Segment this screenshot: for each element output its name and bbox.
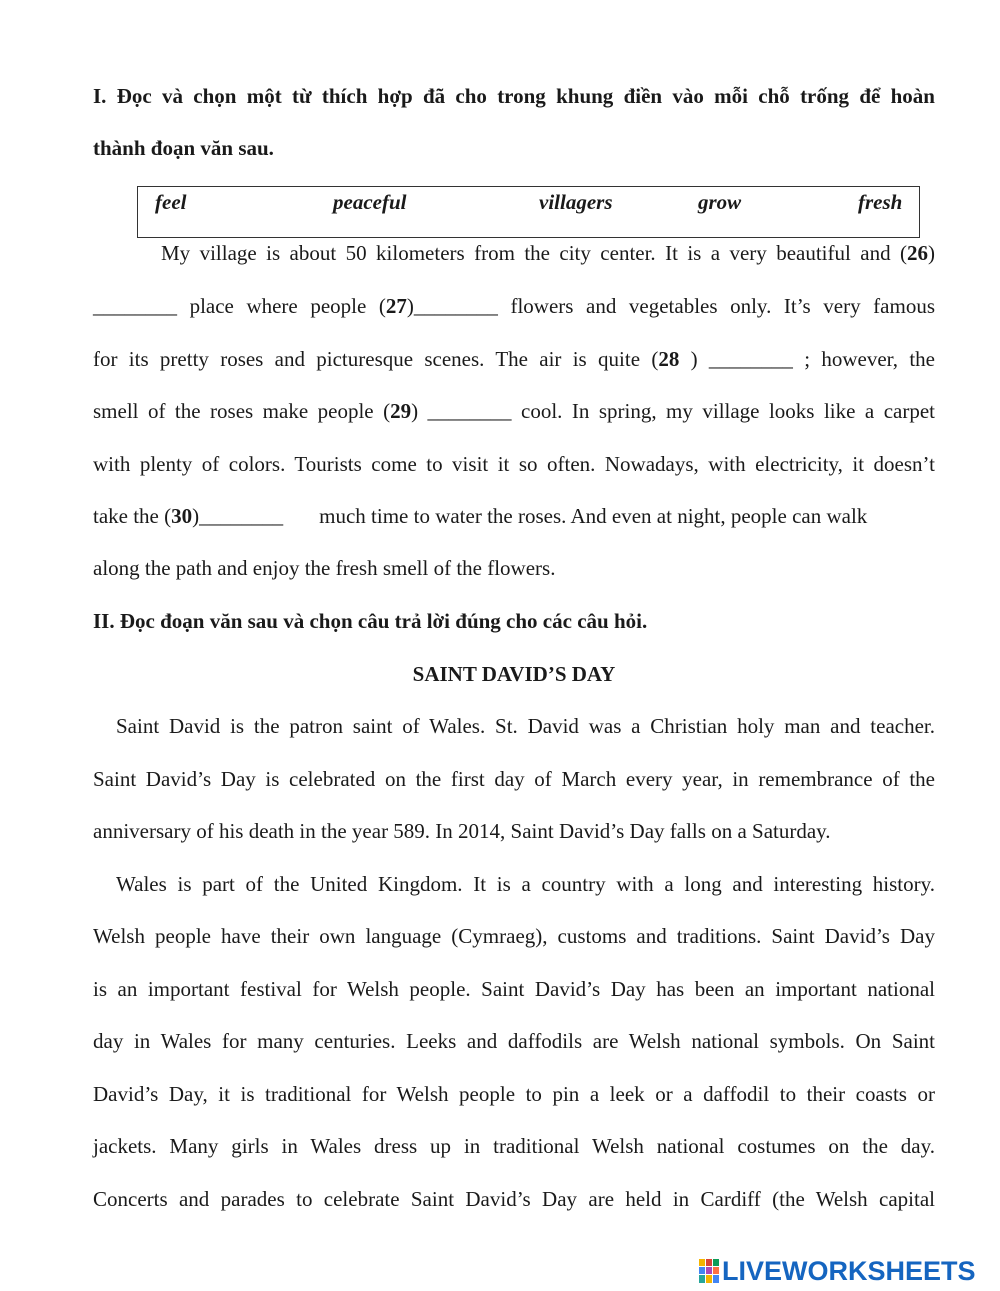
word-box-item: villagers: [539, 190, 613, 214]
passage2-line: is an important festival for Welsh people. Saint David’s Day has been an important national: [93, 977, 935, 1001]
passage2-line: day in Wales for many centuries. Leeks and daffodils are Welsh national symbols. On Saint: [93, 1029, 935, 1053]
passage2-line: jackets. Many girls in Wales dress up in traditional Welsh national costumes on the day.: [93, 1134, 935, 1158]
word-box-item: grow: [698, 190, 742, 214]
word-box-item: feel: [155, 190, 187, 214]
passage2-line: Saint David’s Day is celebrated on the first day of March every year, in remembrance of the: [93, 767, 935, 791]
passage-title: SAINT DAVID’S DAY: [412, 662, 616, 686]
blank-number-30: 30: [171, 504, 193, 528]
blank-number-29: 29: [390, 399, 412, 423]
word-box-item: fresh: [858, 190, 903, 214]
passage2-line: David’s Day, it is traditional for Welsh people to pin a leek or a daffodil to their coasts or: [93, 1082, 935, 1106]
liveworksheets-logo-icon: [698, 1258, 720, 1284]
passage1-line: with plenty of colors. Tourists come to visit it so often. Nowadays, with electricity, it doesn’t: [93, 452, 935, 476]
passage2-line: Saint David is the patron saint of Wales. St. David was a Christian holy man and teacher.: [116, 714, 935, 738]
blank-26[interactable]: ________: [93, 294, 177, 318]
blank-27[interactable]: )________: [406, 294, 498, 318]
passage2-line: Welsh people have their own language (Cymraeg), customs and traditions. Saint David’s Day: [93, 924, 935, 948]
blank-28[interactable]: ) ________: [679, 347, 793, 371]
blank-29[interactable]: ) ________: [411, 399, 512, 423]
section1-heading-line2: thành đoạn văn sau.: [93, 136, 274, 160]
word-box: [137, 186, 920, 238]
passage1-line: for its pretty roses and picturesque scenes. The air is quite (28 ) ________ ; however, the: [93, 347, 935, 371]
passage1-line: along the path and enjoy the fresh smell of the flowers.: [93, 556, 556, 580]
passage1-line: ________ place where people (27)________ flowers and vegetables only. It’s very famous: [93, 294, 936, 318]
passage1-line: take the (30)________ much time to water the roses. And even at night, people can walk: [93, 504, 868, 528]
passage1-line: smell of the roses make people (29) ________ cool. In spring, my village looks like a carpet: [93, 399, 935, 423]
blank-number-28: 28: [658, 347, 680, 371]
passage2-line: Concerts and parades to celebrate Saint David’s Day are held in Cardiff (the Welsh capital: [93, 1187, 935, 1211]
liveworksheets-logo-text: LIVEWORKSHEETS: [722, 1255, 976, 1286]
blank-number-26: 26: [907, 241, 928, 265]
section1-heading-line1: I. Đọc và chọn một từ thích hợp đã cho trong khung điền vào mỗi chỗ trống để hoàn: [93, 84, 935, 108]
word-box-item: peaceful: [333, 190, 407, 214]
liveworksheets-watermark: [698, 1256, 976, 1286]
blank-number-27: 27: [385, 294, 407, 318]
passage2-line: Wales is part of the United Kingdom. It is a country with a long and interesting history.: [116, 872, 935, 896]
passage1-line: My village is about 50 kilometers from the city center. It is a very beautiful and (26): [161, 241, 935, 265]
section2-heading: II. Đọc đoạn văn sau và chọn câu trả lời đúng cho các câu hỏi.: [93, 609, 648, 633]
passage2-line: anniversary of his death in the year 589. In 2014, Saint David’s Day falls on a Saturday.: [93, 819, 831, 843]
blank-30[interactable]: )________: [192, 504, 284, 528]
